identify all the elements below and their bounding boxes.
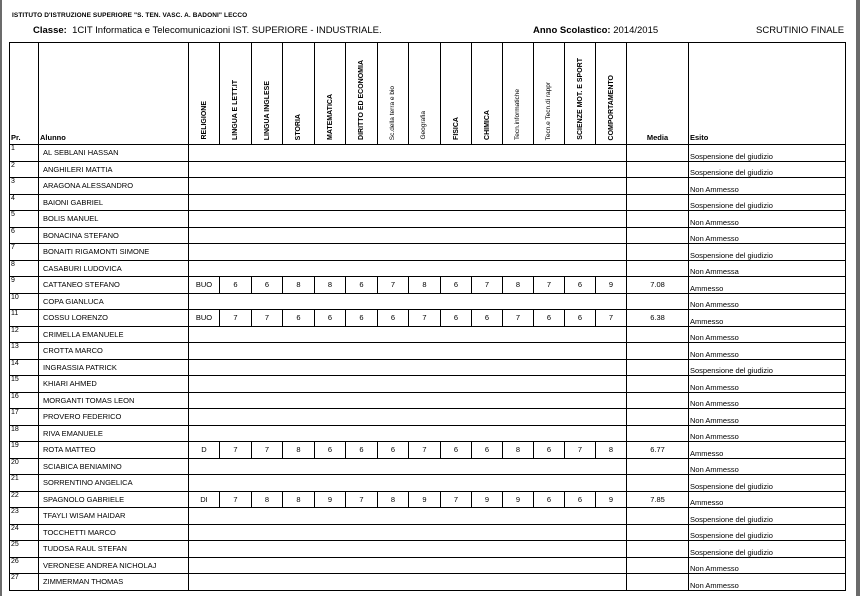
media-cell xyxy=(627,458,689,475)
grade-cell: 7 xyxy=(596,310,627,327)
media-cell xyxy=(627,359,689,376)
row-number: 4 xyxy=(10,194,39,211)
esito-cell: Sospensione del giudizio xyxy=(689,475,846,492)
table-row xyxy=(10,425,846,442)
grade-cell: BUO xyxy=(189,277,220,294)
grades-empty xyxy=(189,557,627,574)
class-label: Classe: xyxy=(33,25,67,36)
media-cell: 7.85 xyxy=(627,491,689,508)
media-cell xyxy=(627,326,689,343)
esito-cell: Non Ammesso xyxy=(689,211,846,228)
student-name: ZIMMERMAN THOMAS xyxy=(39,574,189,591)
row-number: 12 xyxy=(10,326,39,343)
table-row xyxy=(10,508,846,525)
table-row xyxy=(10,161,846,178)
esito-cell: Sospensione del giudizio xyxy=(689,244,846,261)
grades-empty xyxy=(189,392,627,409)
row-number: 22 xyxy=(10,491,39,508)
grade-cell: 6 xyxy=(252,277,283,294)
table-row xyxy=(10,491,846,508)
grades-empty xyxy=(189,508,627,525)
esito-cell: Sospensione del giudizio xyxy=(689,145,846,162)
col-header-pr: Pr. xyxy=(10,43,39,145)
row-number: 14 xyxy=(10,359,39,376)
row-number: 6 xyxy=(10,227,39,244)
table-row xyxy=(10,326,846,343)
student-name: TOCCHETTI MARCO xyxy=(39,524,189,541)
table-row xyxy=(10,194,846,211)
subject-label: STORIA xyxy=(295,113,302,140)
student-name: KHIARI AHMED xyxy=(39,376,189,393)
grade-cell: 6 xyxy=(378,442,409,459)
student-name: SPAGNOLO GABRIELE xyxy=(39,491,189,508)
student-name: RIVA EMANUELE xyxy=(39,425,189,442)
student-name: BONAITI RIGAMONTI SIMONE xyxy=(39,244,189,261)
media-cell xyxy=(627,161,689,178)
grade-cell: 8 xyxy=(378,491,409,508)
grades-empty xyxy=(189,574,627,591)
row-number: 15 xyxy=(10,376,39,393)
grade-cell: 7 xyxy=(409,442,441,459)
grade-cell: 7 xyxy=(252,310,283,327)
table-row xyxy=(10,557,846,574)
table-row xyxy=(10,310,846,327)
esito-cell: Non Ammesso xyxy=(689,178,846,195)
media-cell xyxy=(627,343,689,360)
grades-empty xyxy=(189,227,627,244)
table-row xyxy=(10,211,846,228)
subject-label: LINGUA E LETT.IT xyxy=(232,79,239,140)
grades-empty xyxy=(189,326,627,343)
esito-cell: Non Ammesso xyxy=(689,326,846,343)
grade-cell: 8 xyxy=(503,442,534,459)
col-header-subject xyxy=(220,43,252,145)
grade-cell: 8 xyxy=(409,277,441,294)
esito-cell: Ammesso xyxy=(689,310,846,327)
student-name: INGRASSIA PATRICK xyxy=(39,359,189,376)
subject-label: Tecn.informatiche xyxy=(513,89,521,140)
row-number: 3 xyxy=(10,178,39,195)
table-row xyxy=(10,359,846,376)
esito-cell: Non Ammesso xyxy=(689,376,846,393)
table-row xyxy=(10,277,846,294)
grade-cell: 9 xyxy=(315,491,346,508)
table-row xyxy=(10,409,846,426)
row-number: 9 xyxy=(10,277,39,294)
esito-cell: Non Ammessa xyxy=(689,260,846,277)
col-header-subject xyxy=(596,43,627,145)
grades-empty xyxy=(189,145,627,162)
table-row xyxy=(10,392,846,409)
row-number: 18 xyxy=(10,425,39,442)
table-header-row xyxy=(10,43,846,145)
row-number: 8 xyxy=(10,260,39,277)
esito-cell: Sospensione del giudizio xyxy=(689,508,846,525)
table-row xyxy=(10,343,846,360)
student-name: SCIABICA BENIAMINO xyxy=(39,458,189,475)
esito-cell: Non Ammesso xyxy=(689,293,846,310)
grade-cell: 6 xyxy=(534,491,565,508)
row-number: 2 xyxy=(10,161,39,178)
school-year-value: 2014/2015 xyxy=(613,25,659,36)
esito-cell: Ammesso xyxy=(689,442,846,459)
grade-cell: 6 xyxy=(346,277,378,294)
grade-cell: 6 xyxy=(565,310,596,327)
table-row xyxy=(10,244,846,261)
row-number: 16 xyxy=(10,392,39,409)
grades-empty xyxy=(189,376,627,393)
col-header-subject xyxy=(409,43,441,145)
student-name: TUDOSA RAUL STEFAN xyxy=(39,541,189,558)
col-header-esito: Esito xyxy=(689,43,846,145)
table-row xyxy=(10,260,846,277)
esito-cell: Sospensione del giudizio xyxy=(689,524,846,541)
student-name: COPA GIANLUCA xyxy=(39,293,189,310)
student-name: BOLIS MANUEL xyxy=(39,211,189,228)
grades-empty xyxy=(189,293,627,310)
esito-cell: Non Ammesso xyxy=(689,425,846,442)
media-cell xyxy=(627,392,689,409)
subject-label: Geografia xyxy=(420,111,428,140)
grade-cell: 6 xyxy=(346,310,378,327)
grade-cell: 8 xyxy=(596,442,627,459)
student-name: BONACINA STEFANO xyxy=(39,227,189,244)
media-cell xyxy=(627,260,689,277)
student-name: ROTA MATTEO xyxy=(39,442,189,459)
esito-cell: Sospensione del giudizio xyxy=(689,541,846,558)
student-name: CRIMELLA EMANUELE xyxy=(39,326,189,343)
grade-cell: 6 xyxy=(534,310,565,327)
row-number: 11 xyxy=(10,310,39,327)
table-row xyxy=(10,227,846,244)
grade-cell: 6 xyxy=(472,442,503,459)
school-year xyxy=(533,25,658,36)
grade-cell: 6 xyxy=(315,310,346,327)
student-name: ANGHILERI MATTIA xyxy=(39,161,189,178)
grades-empty xyxy=(189,161,627,178)
grade-cell: 8 xyxy=(283,277,315,294)
table-row xyxy=(10,376,846,393)
media-cell xyxy=(627,409,689,426)
grade-cell: 6 xyxy=(472,310,503,327)
esito-cell: Non Ammesso xyxy=(689,557,846,574)
institute-name: ISTITUTO D'ISTRUZIONE SUPERIORE "S. TEN. VASC. A. BADONI" LECCO xyxy=(12,12,248,19)
grades-empty xyxy=(189,458,627,475)
grades-empty xyxy=(189,178,627,195)
table-row xyxy=(10,293,846,310)
grade-cell: 8 xyxy=(283,442,315,459)
subject-label: MATEMATICA xyxy=(326,93,334,140)
grade-cell: 7 xyxy=(503,310,534,327)
grade-cell: 7 xyxy=(534,277,565,294)
grade-cell: 6 xyxy=(315,442,346,459)
grade-cell: 6 xyxy=(378,310,409,327)
student-name: SORRENTINO ANGELICA xyxy=(39,475,189,492)
grade-cell: BUO xyxy=(189,310,220,327)
media-cell xyxy=(627,425,689,442)
class-value: 1CIT Informatica e Telecomunicazioni IST. SUPERIORE - INDUSTRIALE. xyxy=(72,25,382,36)
media-cell xyxy=(627,541,689,558)
grade-cell: D xyxy=(189,442,220,459)
grades-empty xyxy=(189,425,627,442)
media-cell xyxy=(627,227,689,244)
col-header-subject xyxy=(503,43,534,145)
row-number: 21 xyxy=(10,475,39,492)
esito-cell: Non Ammesso xyxy=(689,343,846,360)
col-header-subject xyxy=(534,43,565,145)
media-cell xyxy=(627,145,689,162)
grades-empty xyxy=(189,343,627,360)
grade-cell: 9 xyxy=(503,491,534,508)
col-header-subject xyxy=(189,43,220,145)
student-name: VERONESE ANDREA NICHOLAJ xyxy=(39,557,189,574)
col-header-subject xyxy=(346,43,378,145)
col-header-subject xyxy=(565,43,596,145)
esito-cell: Non Ammesso xyxy=(689,458,846,475)
grade-cell: 8 xyxy=(252,491,283,508)
student-name: AL SEBLANI HASSAN xyxy=(39,145,189,162)
grade-cell: 7 xyxy=(441,491,472,508)
grade-cell: 6 xyxy=(534,442,565,459)
col-header-media: Media xyxy=(627,43,689,145)
row-number: 19 xyxy=(10,442,39,459)
grade-cell: 6 xyxy=(283,310,315,327)
table-row xyxy=(10,541,846,558)
student-name: BAIONI GABRIEL xyxy=(39,194,189,211)
table-row xyxy=(10,442,846,459)
row-number: 7 xyxy=(10,244,39,261)
esito-cell: Ammesso xyxy=(689,491,846,508)
student-name: CASABURI LUDOVICA xyxy=(39,260,189,277)
window-frame-left xyxy=(0,0,2,596)
col-header-subject xyxy=(315,43,346,145)
student-name: COSSU LORENZO xyxy=(39,310,189,327)
row-number: 23 xyxy=(10,508,39,525)
grade-cell: 7 xyxy=(472,277,503,294)
subject-label: RELIGIONE xyxy=(200,101,208,140)
grades-empty xyxy=(189,409,627,426)
table-row xyxy=(10,524,846,541)
grade-cell: 6 xyxy=(565,491,596,508)
table-row xyxy=(10,475,846,492)
grade-cell: 7 xyxy=(252,442,283,459)
subject-label: COMPORTAMENTO xyxy=(607,74,615,140)
grades-empty xyxy=(189,260,627,277)
grades-empty xyxy=(189,541,627,558)
grade-cell: 6 xyxy=(441,277,472,294)
grade-cell: 7 xyxy=(220,491,252,508)
media-cell xyxy=(627,508,689,525)
col-header-subject xyxy=(252,43,283,145)
col-header-subject xyxy=(378,43,409,145)
subject-label: DIRITTO ED ECONOMIA xyxy=(358,60,365,140)
scrutinio-title: SCRUTINIO FINALE xyxy=(756,25,845,36)
grade-cell: 7 xyxy=(409,310,441,327)
student-name: PROVERO FEDERICO xyxy=(39,409,189,426)
media-cell xyxy=(627,524,689,541)
media-cell xyxy=(627,244,689,261)
esito-cell: Sospensione del giudizio xyxy=(689,161,846,178)
grade-cell: 6 xyxy=(220,277,252,294)
media-cell xyxy=(627,211,689,228)
esito-cell: Sospensione del giudizio xyxy=(689,194,846,211)
window-frame-right xyxy=(856,0,860,596)
table-body xyxy=(10,145,846,591)
row-number: 10 xyxy=(10,293,39,310)
media-cell: 6.38 xyxy=(627,310,689,327)
subject-label: Tecn.e Tecn.di rappr xyxy=(544,81,552,140)
grade-cell: 6 xyxy=(346,442,378,459)
grade-cell: 7 xyxy=(346,491,378,508)
grade-cell: DI xyxy=(189,491,220,508)
esito-cell: Sospensione del giudizio xyxy=(689,359,846,376)
media-cell: 6.77 xyxy=(627,442,689,459)
grade-cell: 7 xyxy=(565,442,596,459)
subject-label: CHIMICA xyxy=(483,110,491,140)
school-year-label: Anno Scolastico: xyxy=(533,25,611,36)
grades-empty xyxy=(189,524,627,541)
esito-cell: Ammesso xyxy=(689,277,846,294)
grade-cell: 9 xyxy=(409,491,441,508)
subject-label: SCIENZE MOT. E SPORT xyxy=(576,58,584,140)
grade-cell: 7 xyxy=(378,277,409,294)
student-name: CROTTA MARCO xyxy=(39,343,189,360)
table-row xyxy=(10,145,846,162)
subject-label: Sc.della terra e bio xyxy=(388,85,396,140)
col-header-alunno: Alunno xyxy=(39,43,189,145)
student-name: TFAYLI WISAM HAIDAR xyxy=(39,508,189,525)
row-number: 27 xyxy=(10,574,39,591)
grade-cell: 7 xyxy=(220,310,252,327)
row-number: 17 xyxy=(10,409,39,426)
grade-cell: 7 xyxy=(220,442,252,459)
media-cell: 7.08 xyxy=(627,277,689,294)
student-name: CATTANEO STEFANO xyxy=(39,277,189,294)
grade-cell: 8 xyxy=(283,491,315,508)
media-cell xyxy=(627,475,689,492)
grades-table xyxy=(9,42,846,591)
grade-cell: 8 xyxy=(315,277,346,294)
media-cell xyxy=(627,376,689,393)
esito-cell: Non Ammesso xyxy=(689,227,846,244)
table-row xyxy=(10,178,846,195)
media-cell xyxy=(627,178,689,195)
row-number: 25 xyxy=(10,541,39,558)
col-header-subject xyxy=(472,43,503,145)
media-cell xyxy=(627,557,689,574)
grades-empty xyxy=(189,211,627,228)
subject-label: FISICA xyxy=(452,117,460,140)
grade-cell: 9 xyxy=(596,277,627,294)
grade-cell: 8 xyxy=(503,277,534,294)
grades-empty xyxy=(189,475,627,492)
table-row xyxy=(10,574,846,591)
grade-cell: 9 xyxy=(472,491,503,508)
table-row xyxy=(10,458,846,475)
media-cell xyxy=(627,574,689,591)
row-number: 13 xyxy=(10,343,39,360)
student-name: MORGANTI TOMAS LEON xyxy=(39,392,189,409)
media-cell xyxy=(627,293,689,310)
grade-cell: 6 xyxy=(441,442,472,459)
student-name: ARAGONA ALESSANDRO xyxy=(39,178,189,195)
row-number: 20 xyxy=(10,458,39,475)
row-number: 26 xyxy=(10,557,39,574)
col-header-subject xyxy=(441,43,472,145)
subject-label: LINGUA INGLESE xyxy=(263,80,271,140)
esito-cell: Non Ammesso xyxy=(689,392,846,409)
media-cell xyxy=(627,194,689,211)
grades-empty xyxy=(189,359,627,376)
grades-empty xyxy=(189,244,627,261)
esito-cell: Non Ammesso xyxy=(689,409,846,426)
grade-cell: 6 xyxy=(441,310,472,327)
class-info xyxy=(33,25,382,36)
row-number: 1 xyxy=(10,145,39,162)
row-number: 24 xyxy=(10,524,39,541)
row-number: 5 xyxy=(10,211,39,228)
grade-cell: 9 xyxy=(596,491,627,508)
col-header-subject xyxy=(283,43,315,145)
grade-cell: 6 xyxy=(565,277,596,294)
esito-cell: Non Ammesso xyxy=(689,574,846,591)
grades-empty xyxy=(189,194,627,211)
